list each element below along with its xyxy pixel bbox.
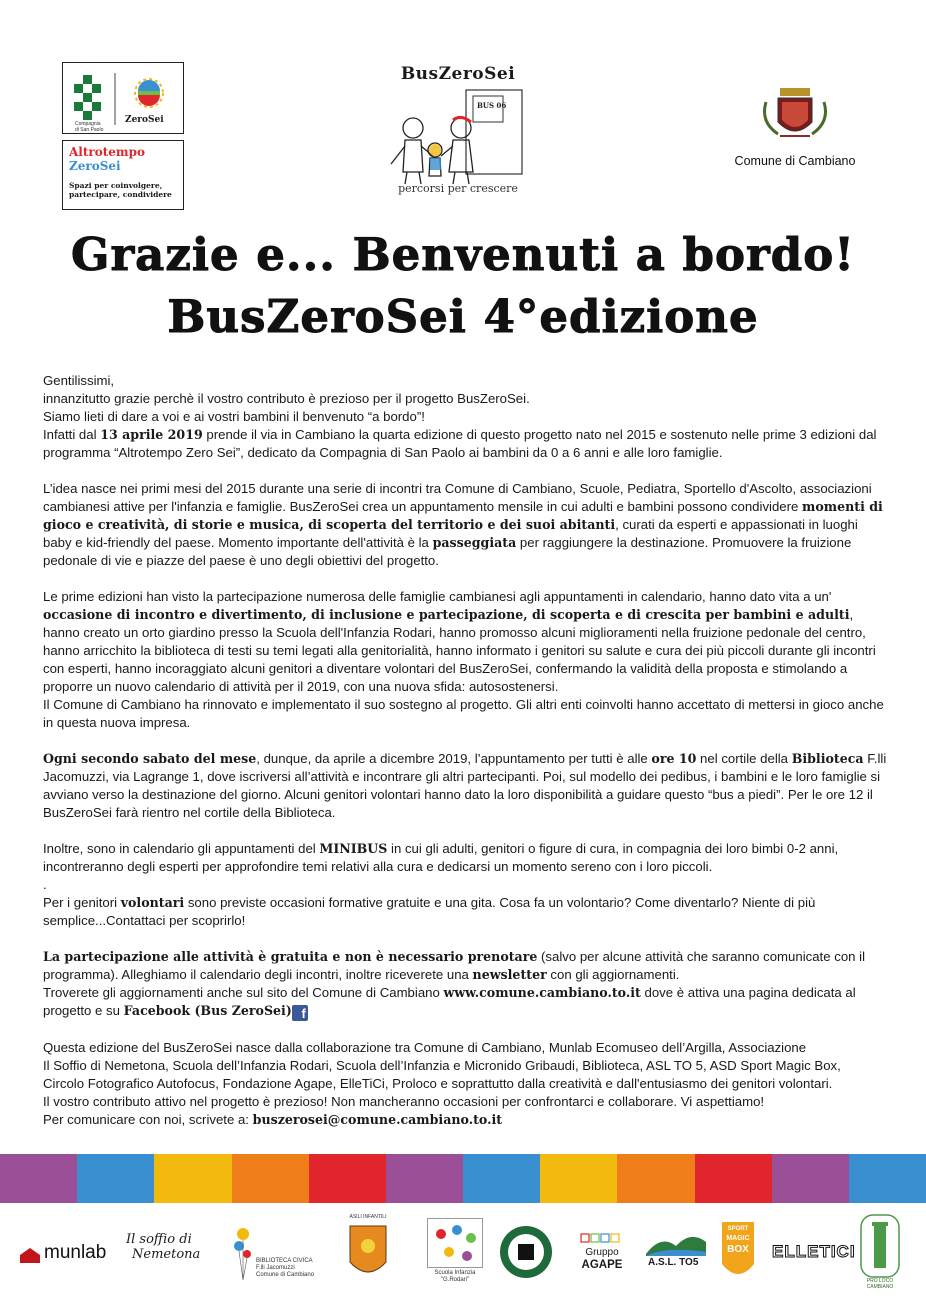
paragraph-2-idea	[43, 480, 889, 570]
highlight-minibus: MINIBUS	[319, 841, 388, 856]
paragraph-8-line-1: Questa edizione del BusZeroSei nasce dalla collaborazione tra Comune di Cambiano, Munlab Ecomuseo dell’Argilla, Associazione	[43, 1040, 807, 1055]
highlight-occasione: occasione di incontro e divertimento, di inclusione e partecipazione, di scoperta e di crescita per bambini e adulti	[43, 607, 850, 622]
munlab-logo	[18, 1240, 118, 1270]
asili-shield-icon	[346, 1222, 390, 1288]
text-run: Inoltre, sono in calendario gli appuntamenti del	[43, 841, 320, 856]
text-run: prende il via in Cambiano la quarta edizione di questo progetto nato nel 2015 e sostenuto nelle prime 3 edizioni dal programma “Altrotempo Zero Sei”, dedicato da Compagnia di San Paolo ai bambini da 0 a 6 anni e alle loro famiglie.	[43, 427, 877, 460]
asl-hills-icon	[646, 1226, 706, 1256]
bus-sign-text: BUS 06	[477, 101, 507, 110]
paragraph-3-editions	[43, 588, 889, 696]
comune-name: Comune di Cambiano	[734, 154, 856, 168]
text-run: Troverete gli aggiornamenti anche sul sito del Comune di Cambiano	[43, 985, 444, 1000]
text-run: (salvo per alcune attività che saranno comunicate con il programma). Alleghiamo il calendario degli incontri, inoltre riceverete una	[43, 949, 866, 982]
compagnia-text: Compagnia di San Paolo	[75, 121, 104, 133]
text-run: dove è attiva una pagina dedicata al progetto e su	[43, 985, 856, 1018]
color-band-segment	[0, 1154, 77, 1203]
paragraph-8-line-3: Circolo Fotografico Autofocus, Fondazione Agape, ElleTiCi, Proloco e soprattutto dalla creatività e dall'entusiasmo dei genitori volontari.	[43, 1076, 833, 1091]
color-band-segment	[386, 1154, 463, 1203]
facebook-link[interactable]: Facebook (Bus ZeroSei)	[123, 1003, 292, 1018]
text-run: sono previste occasioni formative gratuite e una gita. Cosa fa un volontario? Come diventarlo? Niente di più semplice...Contattaci per scoprirlo!	[43, 895, 816, 928]
proloco-text-1: PRO LOCO	[866, 1278, 894, 1284]
munlab-house-icon	[18, 1246, 42, 1264]
text-run: Per i genitori	[43, 895, 121, 910]
elletici-text: ELLETICI	[772, 1242, 856, 1261]
agape-text-2: AGAPE	[581, 1259, 623, 1271]
color-band-segment	[77, 1154, 154, 1203]
autofocus-logo	[498, 1224, 554, 1280]
proloco-cambiano-logo	[860, 1214, 900, 1294]
sport-magic-box-logo	[720, 1220, 756, 1284]
paragraph-1-line-1: innanzitutto grazie perchè il vostro contributo è prezioso per il progetto BusZeroSei.	[43, 391, 530, 406]
rodari-children-icon	[427, 1218, 483, 1268]
comune-cambiano-logo	[720, 82, 870, 172]
paragraph-3-comune: Il Comune di Cambiano ha rinnovato e implementato il suo sostegno al progetto. Gli altri enti coinvolti hanno accettato di mettersi in gioco anche in questa nuova impresa.	[43, 697, 884, 730]
munlab-text: munlab	[44, 1242, 107, 1263]
letter-body	[43, 372, 889, 1129]
biblioteca-text-1: BIBLIOTECA CIVICA	[256, 1258, 313, 1264]
paragraph-1-line-2: Siamo lieti di dare a voi e ai vostri bambini il benvenuto “a bordo”!	[43, 409, 425, 424]
comune-crest-icon	[720, 82, 870, 144]
paragraph-6-volontari	[43, 894, 889, 930]
text-run: Le prime edizioni han visto la partecipazione numerosa delle famiglie cambianesi agli appuntamenti in calendario, hanno dato vita a un'	[43, 589, 832, 604]
zerosei-title: ZeroSei	[69, 159, 121, 173]
altrotempo-tagline: Spazi per coinvolgere, partecipare, condividere	[69, 181, 172, 199]
compagnia-san-paolo-logo	[62, 62, 184, 134]
asl-text: A.S.L. TO5	[648, 1257, 699, 1268]
gruppo-agape-logo	[574, 1232, 630, 1282]
asili-infantili-logo	[346, 1214, 390, 1292]
page-subtitle: BusZeroSei 4°edizione	[167, 290, 759, 343]
color-band-segment	[232, 1154, 309, 1203]
highlight-volontari: volontari	[120, 895, 185, 910]
agape-text-1: Gruppo	[585, 1247, 619, 1258]
paragraph-5-minibus	[43, 840, 889, 876]
elletici-logo	[772, 1242, 856, 1268]
text-run: F.lli Jacomuzzi, via Lagrange 1, dove iscriversi all’attività e incontrare gli altri partecipanti. Poi, sul modello dei pedibus, i bambini e le loro famiglie si avviano verso la destinazione del giorno. Alcuni genitori volontari hanno dato la loro disponibilità a guidare questo “bus a piedi”. Per le ore 12 il BusZeroSei farà rientro nel cortile della Biblioteca.	[43, 751, 887, 820]
highlight-biblioteca: Biblioteca	[791, 751, 864, 766]
text-run: Infatti dal	[43, 427, 101, 442]
biblioteca-text-2: F.lli Jacomuzzi	[256, 1265, 295, 1271]
altrotempo-zerosei-logo	[62, 140, 184, 210]
buszerosei-logo-subtitle: percorsi per crescere	[398, 182, 518, 195]
text-run: nel cortile della	[696, 751, 792, 766]
website-link[interactable]: www.comune.cambiano.to.it	[443, 985, 641, 1000]
color-band-segment	[695, 1154, 772, 1203]
color-band-segment	[772, 1154, 849, 1203]
text-run: , curati da esperti e appassionati in luoghi baby e kid-friendly del paese. Momento importante dell'attività è la	[43, 517, 858, 550]
soffio-text-2: Nemetona	[132, 1247, 201, 1262]
highlight-newsletter: newsletter	[472, 967, 547, 982]
paragraph-8-line-4: Il vostro contributo attivo nel progetto è prezioso! Non mancheranno occasioni per confrontarci e collaborare. Vi aspettiamo!	[43, 1094, 765, 1109]
paragraph-7-partecipazione	[43, 948, 889, 984]
greeting: Gentilissimi,	[43, 373, 115, 388]
text-run: Per comunicare con noi, scrivete a:	[43, 1112, 253, 1127]
paragraph-8-contact	[43, 1111, 889, 1129]
color-band-segment	[617, 1154, 694, 1203]
buszerosei-logo-title: BusZeroSei	[400, 64, 516, 84]
text-run: , dunque, da aprile a dicembre 2019, l’appuntamento per tutti è alle	[256, 751, 652, 766]
highlight-passeggiata: passeggiata	[432, 535, 517, 550]
family-drawing-illustration	[383, 86, 533, 186]
text-run: per raggiungere la destinazione. Promuovere la fruizione pedonale di vie e piazze del paese è uno degli obiettivi del progetto.	[43, 535, 852, 568]
paragraph-7-links	[43, 984, 889, 1021]
paragraph-1-start-date	[43, 426, 889, 462]
rainbow-color-band	[0, 1154, 926, 1203]
page-title: Grazie e... Benvenuti a bordo!	[71, 228, 855, 281]
magic-text-3: BOX	[727, 1244, 749, 1255]
agape-squares-icon	[580, 1232, 622, 1244]
text-run: con gli aggiornamenti.	[546, 967, 680, 982]
proloco-text-2: CAMBIANO	[866, 1284, 894, 1290]
magic-text-1: SPORT	[727, 1226, 749, 1232]
color-band-segment	[540, 1154, 617, 1203]
highlight-activities: momenti di gioco e creatività, di storie e musica, di scoperta del territorio e dei suoi abitanti	[43, 499, 883, 532]
soffio-nemetona-logo	[126, 1232, 222, 1282]
text-run: L’idea nasce nei primi mesi del 2015 durante una serie di incontri tra Comune di Cambiano, Scuole, Pediatra, Sportello d'Ascolto, associazioni cambianesi attive per l'infanzia e famiglie. BusZeroSei crea un appuntamento mensile in cui adulti e bambini possono condividere	[43, 481, 872, 514]
asili-text: ASILI INFANTILI	[349, 1214, 387, 1220]
balloons-icon	[232, 1224, 254, 1282]
text-run: in cui gli adulti, genitori o figure di cura, in compagnia dei loro bimbi 0-2 anni, incontreranno degli esperti per approfondire temi relativi alla cura e dedicarsi un momento sereno con i loro piccoli.	[43, 841, 839, 874]
magic-text-2: MAGIC	[726, 1235, 750, 1242]
altrotempo-title: Altrotempo	[69, 145, 146, 159]
email-link[interactable]: buszerosei@comune.cambiano.to.it	[252, 1112, 503, 1127]
paragraph-8-line-2: Il Soffio di Nemetona, Scuola dell’Infanzia Rodari, Scuola dell’Infanzia e Micronido Gribaudi, Biblioteca, ASL TO 5, ASD Sport Magic Box,	[43, 1058, 841, 1073]
partner-logos-row	[0, 1210, 926, 1302]
buszerosei-logo	[383, 62, 533, 200]
highlight-gratuita: La partecipazione alle attività è gratuita e non è necessario prenotare	[43, 949, 538, 964]
autofocus-camera-icon	[498, 1224, 554, 1280]
color-band-segment	[463, 1154, 540, 1203]
asl-to5-logo	[646, 1226, 708, 1286]
scuola-rodari-logo	[426, 1218, 484, 1290]
rodari-text-2: "G.Rodari"	[440, 1277, 470, 1283]
biblioteca-text-3: Comune di Cambiano	[256, 1272, 315, 1278]
biblioteca-logo	[232, 1224, 332, 1284]
proloco-tower-icon	[860, 1214, 900, 1278]
color-band-segment	[309, 1154, 386, 1203]
start-date: 13 aprile 2019	[100, 427, 203, 442]
highlight-ore: ore 10	[651, 751, 697, 766]
text-run: , hanno creato un orto giardino presso la Scuola dell'Infanzia Rodari, hanno promosso alcuni miglioramenti nella fruizione pedonale del centro, hanno arricchito la biblioteca di testi su temi legati alla genitorialità, hanno informato i genitori su salute e cura dei più piccoli durante gli incontri con esperti, hanno incoraggiato alcuni genitori a diventare volontari del BusZeroSei, confermando la validità della proposta e stimolando a proporre un nuovo calendario di attività per il 2019, con una nuova sfida: autosostenersi.	[43, 607, 876, 694]
color-band-segment	[849, 1154, 926, 1203]
color-band-segment	[154, 1154, 231, 1203]
soffio-text-1: Il soffio di	[126, 1232, 192, 1247]
paragraph-4-schedule	[43, 750, 889, 822]
highlight-sabato: Ogni secondo sabato del mese	[43, 751, 257, 766]
rodari-text-1: Scuola Infanzia	[434, 1270, 476, 1276]
facebook-icon[interactable]: f	[292, 1005, 308, 1021]
zerosei-brand: ZeroSei	[125, 115, 164, 125]
stray-dot: .	[43, 877, 47, 892]
